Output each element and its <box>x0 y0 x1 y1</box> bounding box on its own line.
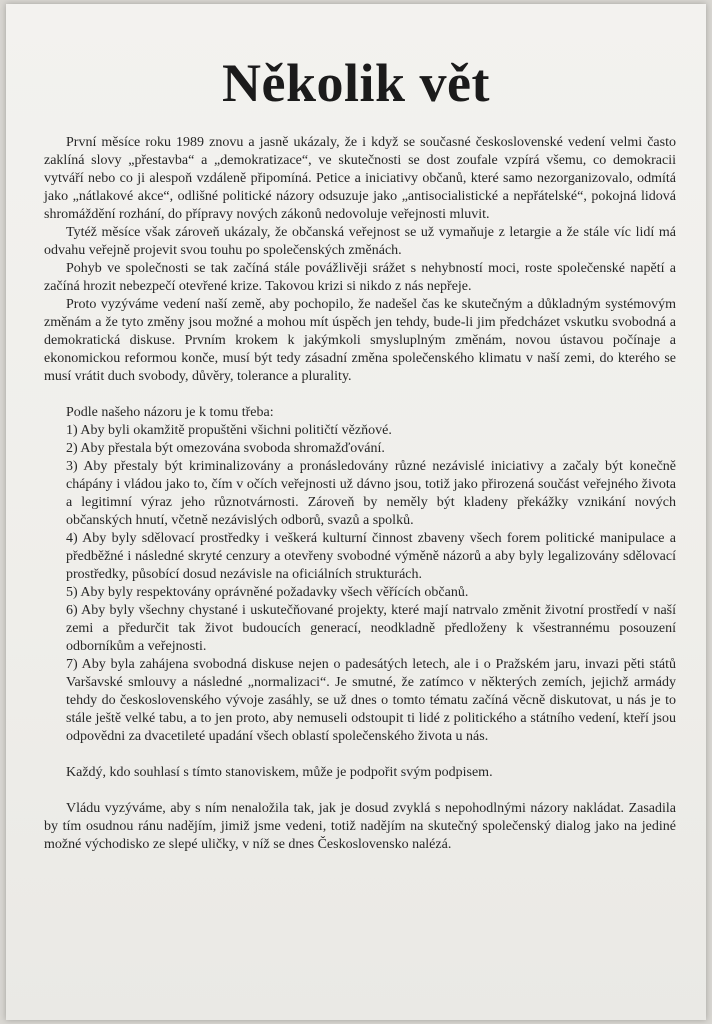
list-item: 4) Aby byly sdělovací prostředky i veškerá kulturní činnost zbaveny všech forem politické manipulace a předběžné i následné skryté cenzury a otevřeny svobodné výměně názorů a aby byly legalizovány sdělovací prostředky, působící dosud nezávisle na oficiálních strukturách. <box>66 531 676 582</box>
list-item: 6) Aby byly všechny chystané i uskutečňované projekty, které mají natrvalo změnit životní prostředí v naší zemi a předurčit tak život budoucích generací, neodkladně předloženy k všestrannému posouzení odborníkům a veřejnosti. <box>66 603 676 654</box>
document-body <box>44 128 676 854</box>
document-sheet <box>6 4 706 1020</box>
list-item: 3) Aby přestaly být kriminalizovány a pronásledovány různé nezávislé iniciativy a začaly být konečně chápány i vládou jako to, čím v očích veřejnosti už dávno jsou, totiž jako přirozená součást veřejného života a legitimní výraz jeho různotvárnosti. Zároveň by neměly být kladeny překážky vznikání nových občanských hnutí, včetně nezávislých odborů, svazů a spolků. <box>66 459 676 528</box>
list-item: 2) Aby přestala být omezována svoboda shromažďování. <box>66 441 385 456</box>
list-item: 7) Aby byla zahájena svobodná diskuse nejen o padesátých letech, ale i o Pražském jaru, invazi pěti států Varšavské smlouvy a následné „normalizaci“. Je smutné, že zatímco v některých zemích, jejichž armády tehdy do československého vývoje zasáhly, se už dnes o tomto tématu začíná věcně diskutovat, u nás je to stále ještě velké tabu, a to jen proto, aby nemuseli odstoupit ti lidé z politického a státního vedení, kteří jsou odpovědni za dvacetileté upadání všech oblastí společenského života u nás. <box>66 657 676 744</box>
signature-call: Každý, kdo souhlasí s tímto stanoviskem, může je podpořit svým podpisem. <box>66 765 493 780</box>
paragraph-appeal: Proto vyzýváme vedení naší země, aby pochopilo, že nadešel čas ke skutečným a důkladným systémovým změnám a že tyto změny jsou možné a mohou mít úspěch jen tehdy, bude-li jim předcházet vskutku svobodná a demokratická diskuse. Prvním krokem k jakýmkoli smysluplným změnám, novou ústavou počínaje a ekonomickou reformou konče, musí být tedy zásadní změna společenského klimatu v naší zemi, do kterého se musí vrátit duch svobody, důvěry, tolerance a plurality. <box>44 297 676 384</box>
list-item: 1) Aby byli okamžitě propuštěni všichni političtí vězňové. <box>66 423 392 438</box>
paragraph-tension: Pohyb ve společnosti se tak začíná stále povážlivěji srážet s nehybností moci, roste společenské napětí a začíná hrozit nebezpečí otevřené krize. Takovou krizi si nikdo z nás nepřeje. <box>44 261 676 294</box>
document-title: Několik vět <box>222 53 490 113</box>
list-intro: Podle našeho názoru je k tomu třeba: <box>66 405 274 420</box>
paragraph-public: Tytéž měsíce však zároveň ukázaly, že občanská veřejnost se už vymaňuje z letargie a že stále víc lidí má odvahu veřejně projevit svou touhu po společenských změnách. <box>44 225 676 258</box>
closing-paragraph: Vládu vyzýváme, aby s ním nenaložila tak, jak je dosud zvyklá s nepohodlnými názory nakládat. Zasadila by tím osudnou ránu nadějím, jimiž jsme vedeni, totiž nadějím na skutečný společenský dialog jako na jediné možné východisko ze slepé uličky, v níž se dnes Československo nalézá. <box>44 801 676 852</box>
spacer <box>44 386 676 404</box>
paragraph-intro: První měsíce roku 1989 znovu a jasně ukázaly, že i když se současné československé vedení velmi často zaklíná slovy „přestavba“ a „demokratizace“, ve skutečnosti se dost zoufale vzpírá všemu, co demokracii vytváří nebo co ji alespoň vzdáleně připomíná. Petice a iniciativy občanů, které samo nezorganizovalo, odmítá jako „nátlakové akce“, odlišné politické názory odsuzuje jako „antisocialistické a nepřátelské“, pokojná lidová shromáždění rozhání, do přípravy nových zákonů nedovoluje veřejnosti mluvit. <box>44 135 676 222</box>
list-item: 5) Aby byly respektovány oprávněné požadavky všech věřících občanů. <box>66 585 469 600</box>
